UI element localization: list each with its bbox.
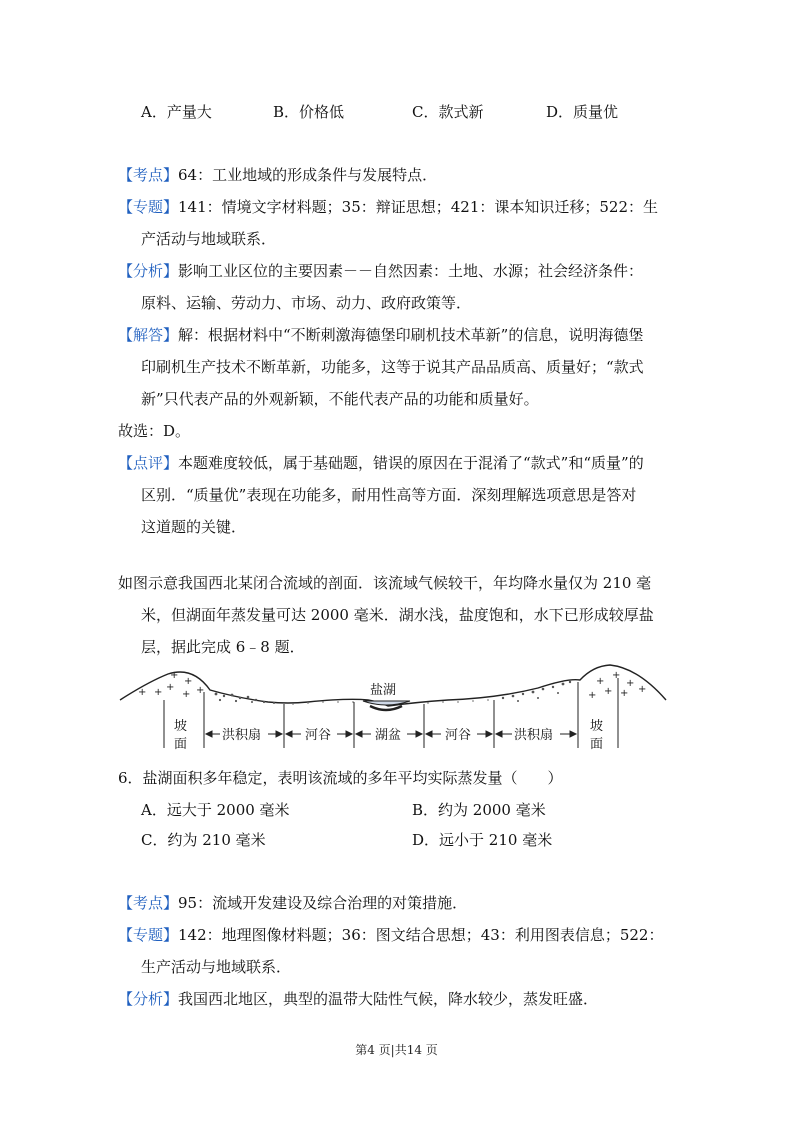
dianping-text-1: 本题难度较低，属于基础题，错误的原因在于混淆了“款式”和“质量”的 bbox=[178, 454, 644, 472]
q6-option-d: D．远小于 210 毫米 bbox=[412, 831, 553, 849]
left-bedrock-marks bbox=[138, 670, 204, 700]
left-slope-label-bottom: 面 bbox=[174, 737, 188, 752]
svg-text:+: + bbox=[166, 682, 175, 693]
intro-line-3: 层，据此完成 6﹣8 题． bbox=[141, 638, 305, 656]
segment-label-alluvial-left: 洪积扇 bbox=[222, 728, 262, 743]
page-footer: 第4 页|共14 页 bbox=[355, 1043, 438, 1057]
svg-text:+: + bbox=[184, 676, 193, 687]
q6-fenxi bbox=[118, 989, 598, 1009]
dianping-text-2: 区别．“质量优”表现在功能多，耐用性高等方面．深刻理解选项意思是答对 bbox=[141, 486, 637, 504]
segment-label-valley-left: 河谷 bbox=[305, 728, 332, 743]
q5-answer: 故选：D。 bbox=[118, 422, 191, 440]
kaodian-text: 64：工业地域的形成条件与发展特点． bbox=[178, 166, 438, 184]
right-alluvial-dots bbox=[502, 681, 571, 702]
basin-profile-figure bbox=[118, 660, 674, 756]
q6-zhuanti bbox=[118, 925, 663, 945]
segment-label-valley-right: 河谷 bbox=[445, 728, 472, 743]
q6-option-b: B．约为 2000 毫米 bbox=[412, 801, 546, 819]
zhuanti-text-1: 141：情境文字材料题；35：辩证思想；421：课本知识迁移；522：生 bbox=[178, 198, 658, 216]
dianping-tag: 【点评】 bbox=[118, 454, 179, 472]
zhuanti-tag: 【专题】 bbox=[118, 198, 179, 216]
q5-jieda bbox=[118, 325, 643, 345]
q6-fenxi-tag: 【分析】 bbox=[118, 990, 179, 1008]
q6-fenxi-text: 我国西北地区，典型的温带大陆性气候，降水较少，蒸发旺盛． bbox=[178, 990, 599, 1008]
q6-kaodian-tag: 【考点】 bbox=[118, 894, 179, 912]
kaodian-tag: 【考点】 bbox=[118, 166, 179, 184]
q6-kaodian bbox=[118, 893, 467, 913]
q5-fenxi bbox=[118, 261, 643, 281]
q6-zhuanti-tag: 【专题】 bbox=[118, 926, 179, 944]
svg-text:+: + bbox=[588, 690, 597, 701]
q5-kaodian bbox=[118, 165, 437, 185]
segment-label-alluvial-right: 洪积扇 bbox=[514, 728, 554, 743]
q6-zhuanti-text-2: 生产活动与地域联系． bbox=[141, 958, 292, 976]
jieda-tag: 【解答】 bbox=[118, 326, 179, 344]
q6-stem: 6．盐湖面积多年稳定，表明该流域的多年平均实际蒸发量（ ） bbox=[118, 769, 563, 787]
segment-label-lake-basin: 湖盆 bbox=[375, 728, 402, 743]
svg-text:+: + bbox=[182, 689, 191, 700]
lake-label: 盐湖 bbox=[370, 683, 397, 698]
svg-text:+: + bbox=[154, 687, 163, 698]
q5-zhuanti bbox=[118, 197, 658, 217]
jieda-text-3: 新”只代表产品的外观新颖，不能代表产品的功能和质量好。 bbox=[141, 390, 539, 408]
svg-text:+: + bbox=[170, 670, 179, 681]
q6-zhuanti-text-1: 142：地理图像材料题；36：图文结合思想；43：利用图表信息；522： bbox=[178, 926, 664, 944]
jieda-text-1: 解：根据材料中“不断刺激海德堡印刷机技术革新”的信息，说明海德堡 bbox=[178, 326, 644, 344]
q5-option-b: B．价格低 bbox=[273, 103, 345, 121]
q5-option-a: A．产量大 bbox=[141, 103, 212, 121]
intro-line-2: 米，但湖面年蒸发量可达 2000 毫米．湖水浅，盐度饱和，水下已形成较厚盐 bbox=[141, 606, 654, 624]
svg-text:+: + bbox=[620, 688, 629, 699]
dianping-text-3: 这道题的关键． bbox=[141, 518, 247, 536]
svg-text:+: + bbox=[196, 685, 205, 696]
salt-layer bbox=[370, 706, 402, 710]
svg-text:+: + bbox=[138, 687, 147, 698]
q6-kaodian-text: 95：流域开发建设及综合治理的对策措施． bbox=[178, 894, 468, 912]
q6-option-a: A．远大于 2000 毫米 bbox=[141, 801, 290, 819]
q5-dianping bbox=[118, 453, 644, 473]
right-slope-label-top: 坡 bbox=[590, 719, 604, 734]
q6-option-c: C．约为 210 毫米 bbox=[141, 831, 266, 849]
svg-text:+: + bbox=[596, 676, 605, 687]
svg-text:+: + bbox=[638, 684, 647, 695]
intro-line-1: 如图示意我国西北某闭合流域的剖面．该流域气候较干，年均降水量仅为 210 毫 bbox=[118, 574, 652, 592]
fenxi-tag: 【分析】 bbox=[118, 262, 179, 280]
fenxi-text-2: 原料、运输、劳动力、市场、动力、政府政策等． bbox=[141, 294, 472, 312]
q5-option-c: C．款式新 bbox=[412, 103, 484, 121]
svg-text:+: + bbox=[612, 670, 621, 681]
zhuanti-text-2: 产活动与地域联系． bbox=[141, 230, 277, 248]
svg-text:+: + bbox=[626, 678, 635, 689]
left-slope-label-top: 坡 bbox=[174, 719, 188, 734]
fenxi-text-1: 影响工业区位的主要因素－－自然因素：土地、水源；社会经济条件： bbox=[178, 262, 644, 280]
right-slope-label-bottom: 面 bbox=[590, 737, 604, 752]
q5-option-d: D．质量优 bbox=[546, 103, 619, 121]
jieda-text-2: 印刷机生产技术不断革新，功能多，这等于说其产品品质高、质量好；“款式 bbox=[141, 358, 644, 376]
svg-text:+: + bbox=[604, 686, 613, 697]
